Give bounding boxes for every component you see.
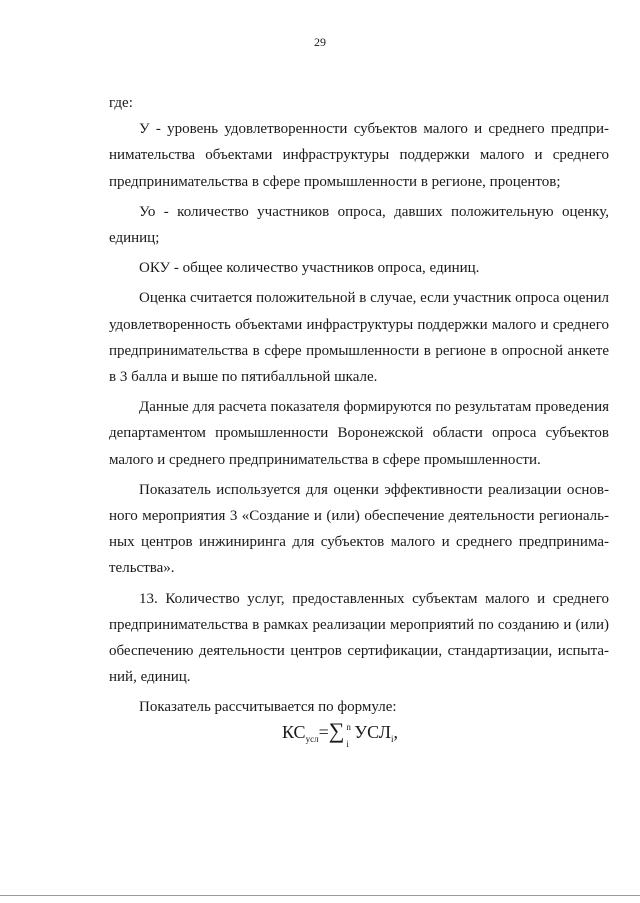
item-13-line-4: ний, единиц. xyxy=(109,669,191,686)
formula-rhs: УСЛ xyxy=(354,722,391,742)
assessment-line-4: в 3 балла и выше по пятибалльной шкале. xyxy=(109,369,378,386)
formula-rhs-subscript: i xyxy=(390,734,394,744)
sum-upper-limit: n xyxy=(346,722,351,732)
formula-equals: = xyxy=(318,722,329,742)
def-uo-line-1: Уо - количество участников опроса, давших положительную оценку, xyxy=(139,203,609,220)
bottom-rule xyxy=(0,895,640,896)
data-source-line-1: Данные для расчета показателя формируются по результатам проведения xyxy=(139,399,609,416)
item-13-line-3: обеспечению деятельности центров сертификации, стандартизации, испыта- xyxy=(109,643,609,660)
def-oku: ОКУ - общее количество участников опроса, единиц. xyxy=(139,260,480,277)
sum-lower-limit: i xyxy=(346,739,349,749)
where-label: где: xyxy=(109,95,133,111)
assessment-line-2: удовлетворенность объектами инфраструктуры поддержки малого и среднего xyxy=(109,316,609,333)
assessment-line-1: Оценка считается положительной в случае, если участник опроса оценил xyxy=(139,290,609,307)
def-u-line-1: У - уровень удовлетворенности субъектов малого и среднего предпри- xyxy=(139,121,609,138)
item-13-line-2: предпринимательства в рамках реализации мероприятий по созданию и (или) xyxy=(109,616,609,633)
indicator-use-line-2: ного мероприятия 3 «Создание и (или) обеспечение деятельности региональ- xyxy=(109,508,609,525)
data-source-line-3: малого и среднего предпринимательства в сфере промышленности. xyxy=(109,451,541,468)
item-13-line-1: 13. Количество услуг, предоставленных субъектам малого и среднего xyxy=(139,590,609,607)
formula-comma: , xyxy=(393,722,398,742)
assessment-line-3: предпринимательства в сфере промышленности в регионе в опросной анкете xyxy=(109,342,609,359)
def-u-line-3: предпринимательства в сфере промышленности в регионе, процентов; xyxy=(109,173,561,190)
formula xyxy=(282,716,398,754)
indicator-use-line-3: ных центров инжиниринга для субъектов малого и среднего предпринима- xyxy=(109,534,609,551)
formula-lhs-subscript: усл xyxy=(305,734,319,744)
indicator-use-line-4: тельства». xyxy=(109,560,175,577)
formula-intro: Показатель рассчитывается по формуле: xyxy=(139,699,397,716)
def-u-line-2: нимательства объектами инфраструктуры поддержки малого и среднего xyxy=(109,147,609,164)
indicator-use-line-1: Показатель используется для оценки эффективности реализации основ- xyxy=(139,481,609,498)
formula-lhs: КС xyxy=(282,722,306,742)
def-uo-line-2: единиц; xyxy=(109,230,160,247)
sum-limits xyxy=(344,716,354,749)
page-number: 29 xyxy=(314,35,326,49)
data-source-line-2: департаментом промышленности Воронежской области опроса субъектов xyxy=(109,425,609,442)
page-body xyxy=(109,90,609,721)
sum-symbol: ∑ xyxy=(328,718,345,743)
